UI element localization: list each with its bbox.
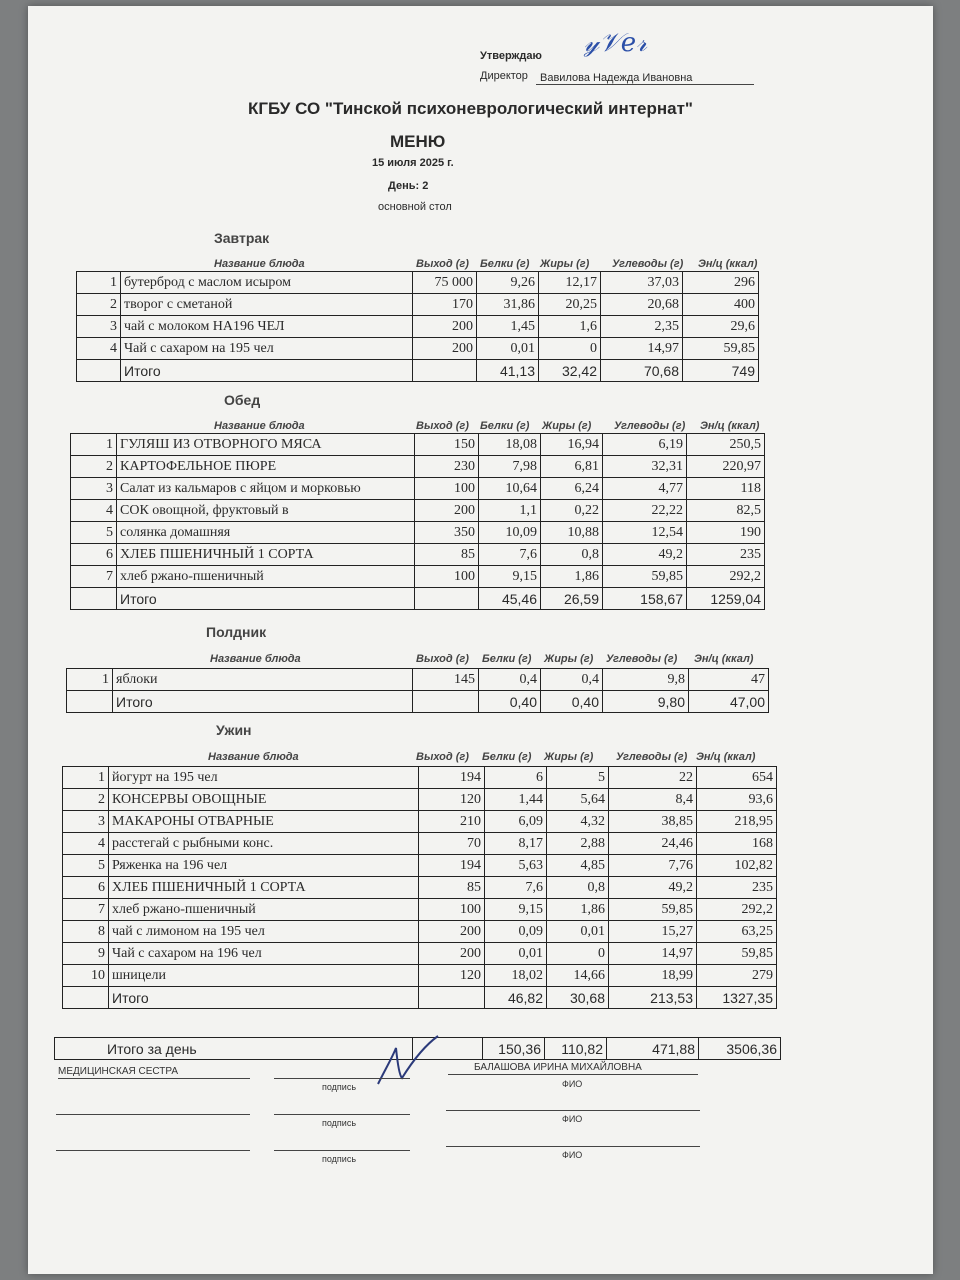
table-row	[63, 811, 777, 833]
dish-carbs: 6,19	[603, 434, 687, 456]
meal-title-breakfast: Завтрак	[214, 230, 270, 246]
dish-carbs: 14,97	[609, 943, 697, 965]
row-index: 2	[71, 456, 117, 478]
row-index: 5	[71, 522, 117, 544]
nurse-signature-icon	[372, 1028, 442, 1088]
row-index: 1	[63, 767, 109, 789]
dish-output: 100	[415, 478, 479, 500]
dish-name: шницели	[109, 965, 419, 987]
dish-fat: 1,6	[539, 316, 601, 338]
row-index: 6	[63, 877, 109, 899]
meal-title-dinner: Ужин	[216, 722, 252, 738]
dish-fat: 16,94	[541, 434, 603, 456]
dish-name: МАКАРОНЫ ОТВАРНЫЕ	[109, 811, 419, 833]
document-sheet	[28, 6, 933, 1274]
sign-label: подпись	[322, 1082, 357, 1092]
dish-output: 200	[413, 316, 477, 338]
col-name-header: Название блюда	[210, 653, 301, 665]
dish-carbs: 15,27	[609, 921, 697, 943]
total-protein: 46,82	[485, 987, 547, 1009]
table-row	[67, 669, 769, 691]
nurse-name: БАЛАШОВА ИРИНА МИХАЙЛОВНА	[474, 1062, 642, 1073]
total-carbs: 158,67	[603, 588, 687, 610]
col-name-header: Название блюда	[214, 258, 305, 270]
dish-carbs: 24,46	[609, 833, 697, 855]
dish-protein: 1,44	[485, 789, 547, 811]
total-protein: 0,40	[479, 691, 541, 713]
dish-carbs: 2,35	[601, 316, 683, 338]
row-index: 1	[77, 272, 121, 294]
snack-table	[66, 668, 769, 713]
table-row	[71, 522, 765, 544]
dish-protein: 5,63	[485, 855, 547, 877]
dish-protein: 1,1	[479, 500, 541, 522]
dish-fat: 6,24	[541, 478, 603, 500]
row-index: 4	[71, 500, 117, 522]
dish-fat: 1,86	[541, 566, 603, 588]
dish-output: 75 000	[413, 272, 477, 294]
dish-protein: 18,02	[485, 965, 547, 987]
dish-fat: 0,22	[541, 500, 603, 522]
col-output-header: Выход (г)	[416, 751, 469, 763]
dish-fat: 0	[539, 338, 601, 360]
col-fat-header: Жиры (г)	[544, 653, 594, 665]
dish-fat: 0,8	[541, 544, 603, 566]
dish-protein: 18,08	[479, 434, 541, 456]
table-row	[63, 855, 777, 877]
breakfast-table	[76, 271, 759, 382]
day-total-label: Итого за день	[55, 1038, 413, 1060]
dish-fat: 0,4	[541, 669, 603, 691]
menu-title: МЕНЮ	[390, 132, 446, 151]
dish-protein: 8,17	[485, 833, 547, 855]
dish-name: бутерброд с маслом исыром	[121, 272, 413, 294]
table-row	[71, 544, 765, 566]
dish-name: СОК овощной, фруктовый в	[117, 500, 415, 522]
dish-energy: 292,2	[697, 899, 777, 921]
dish-energy: 250,5	[687, 434, 765, 456]
col-protein-header: Белки (г)	[480, 420, 530, 432]
table-row	[71, 456, 765, 478]
dish-protein: 6	[485, 767, 547, 789]
menu-day: День: 2	[388, 180, 429, 192]
dish-protein: 0,09	[485, 921, 547, 943]
table-row	[63, 789, 777, 811]
dish-energy: 292,2	[687, 566, 765, 588]
dish-carbs: 38,85	[609, 811, 697, 833]
dish-protein: 0,01	[477, 338, 539, 360]
total-row	[63, 987, 777, 1009]
col-output-header: Выход (г)	[416, 653, 469, 665]
dish-name: солянка домашняя	[117, 522, 415, 544]
dish-name: Чай с сахаром на 195 чел	[121, 338, 413, 360]
col-carbs-header: Углеводы (г)	[612, 258, 684, 270]
dish-protein: 7,98	[479, 456, 541, 478]
dish-name: яблоки	[113, 669, 413, 691]
table-row	[63, 899, 777, 921]
col-energy-header: Эн/ц (ккал)	[696, 751, 756, 763]
dish-name: Чай с сахаром на 196 чел	[109, 943, 419, 965]
dish-energy: 102,82	[697, 855, 777, 877]
table-row	[63, 943, 777, 965]
dish-energy: 168	[697, 833, 777, 855]
row-index: 2	[77, 294, 121, 316]
dish-output: 100	[415, 566, 479, 588]
col-energy-header: Эн/ц (ккал)	[694, 653, 754, 665]
lunch-table	[70, 433, 765, 610]
col-energy-header: Эн/ц (ккал)	[698, 258, 758, 270]
dish-fat: 1,86	[547, 899, 609, 921]
total-energy: 749	[683, 360, 759, 382]
row-index: 6	[71, 544, 117, 566]
dish-name: КАРТОФЕЛЬНОЕ ПЮРЕ	[117, 456, 415, 478]
row-index: 3	[63, 811, 109, 833]
dish-output: 120	[419, 965, 485, 987]
dish-name: ХЛЕБ ПШЕНИЧНЫЙ 1 СОРТА	[109, 877, 419, 899]
table-row	[71, 566, 765, 588]
director-name: Вавилова Надежда Ивановна	[536, 72, 754, 85]
dish-fat: 10,88	[541, 522, 603, 544]
dish-output: 100	[419, 899, 485, 921]
total-row	[71, 588, 765, 610]
dish-output: 210	[419, 811, 485, 833]
meal-title-lunch: Обед	[224, 392, 261, 408]
row-index: 4	[63, 833, 109, 855]
col-protein-header: Белки (г)	[482, 751, 532, 763]
col-energy-header: Эн/ц (ккал)	[700, 420, 760, 432]
dish-name: ГУЛЯШ ИЗ ОТВОРНОГО МЯСА	[117, 434, 415, 456]
col-fat-header: Жиры (г)	[544, 751, 594, 763]
total-protein: 41,13	[477, 360, 539, 382]
row-index: 1	[67, 669, 113, 691]
row-index: 5	[63, 855, 109, 877]
dish-name: йогурт на 195 чел	[109, 767, 419, 789]
dish-output: 70	[419, 833, 485, 855]
col-carbs-header: Углеводы (г)	[616, 751, 688, 763]
dish-output: 150	[415, 434, 479, 456]
col-carbs-header: Углеводы (г)	[614, 420, 686, 432]
row-index: 1	[71, 434, 117, 456]
dinner-table	[62, 766, 777, 1009]
approve-label: Утверждаю	[480, 50, 542, 62]
dish-carbs: 49,2	[609, 877, 697, 899]
dish-name: Салат из кальмаров с яйцом и морковью	[117, 478, 415, 500]
dish-name: хлеб ржано-пшеничный	[109, 899, 419, 921]
dish-carbs: 14,97	[601, 338, 683, 360]
dish-protein: 7,6	[479, 544, 541, 566]
column-header-row	[66, 653, 766, 667]
dish-output: 120	[419, 789, 485, 811]
dish-energy: 654	[697, 767, 777, 789]
day-total-protein: 150,36	[483, 1038, 545, 1060]
col-protein-header: Белки (г)	[482, 653, 532, 665]
dish-energy: 235	[697, 877, 777, 899]
dish-output: 85	[419, 877, 485, 899]
table-row	[77, 294, 759, 316]
sign-label: подпись	[322, 1154, 357, 1164]
table-type: основной стол	[378, 201, 452, 213]
dish-energy: 82,5	[687, 500, 765, 522]
dish-fat: 14,66	[547, 965, 609, 987]
total-row	[77, 360, 759, 382]
director-label: Директор	[480, 70, 528, 82]
dish-name: КОНСЕРВЫ ОВОЩНЫЕ	[109, 789, 419, 811]
row-index: 7	[71, 566, 117, 588]
dish-energy: 400	[683, 294, 759, 316]
dish-protein: 0,01	[485, 943, 547, 965]
dish-fat: 0,8	[547, 877, 609, 899]
table-row	[63, 965, 777, 987]
dish-name: хлеб ржано-пшеничный	[117, 566, 415, 588]
dish-name: чай с лимоном на 195 чел	[109, 921, 419, 943]
dish-protein: 9,15	[485, 899, 547, 921]
fio-label: ФИО	[562, 1150, 583, 1160]
column-header-row	[64, 751, 776, 765]
dish-output: 350	[415, 522, 479, 544]
dish-energy: 235	[687, 544, 765, 566]
col-fat-header: Жиры (г)	[540, 258, 590, 270]
dish-carbs: 59,85	[603, 566, 687, 588]
dish-carbs: 49,2	[603, 544, 687, 566]
dish-energy: 118	[687, 478, 765, 500]
dish-carbs: 20,68	[601, 294, 683, 316]
total-fat: 0,40	[541, 691, 603, 713]
dish-fat: 4,85	[547, 855, 609, 877]
total-fat: 26,59	[541, 588, 603, 610]
organization-title: КГБУ СО "Тинской психоневрологический интернат"	[248, 99, 693, 118]
dish-name: расстегай с рыбными конс.	[109, 833, 419, 855]
dish-protein: 9,26	[477, 272, 539, 294]
dish-protein: 9,15	[479, 566, 541, 588]
dish-output: 194	[419, 767, 485, 789]
total-fat: 30,68	[547, 987, 609, 1009]
dish-energy: 59,85	[683, 338, 759, 360]
row-index: 2	[63, 789, 109, 811]
column-header-row	[70, 420, 760, 434]
dish-energy: 47	[689, 669, 769, 691]
col-name-header: Название блюда	[214, 420, 305, 432]
dish-protein: 7,6	[485, 877, 547, 899]
dish-output: 200	[419, 921, 485, 943]
col-output-header: Выход (г)	[416, 420, 469, 432]
director-signature-icon: 𝓎𝒱𝑒𝓇	[584, 28, 647, 58]
row-index: 8	[63, 921, 109, 943]
day-total-fat: 110,82	[545, 1038, 607, 1060]
table-row	[77, 316, 759, 338]
dish-name: чай с молоком НА196 ЧЕЛ	[121, 316, 413, 338]
dish-output: 200	[415, 500, 479, 522]
dish-carbs: 12,54	[603, 522, 687, 544]
col-carbs-header: Углеводы (г)	[606, 653, 678, 665]
table-row	[63, 767, 777, 789]
dish-energy: 190	[687, 522, 765, 544]
dish-output: 194	[419, 855, 485, 877]
dish-carbs: 22	[609, 767, 697, 789]
total-label: Итого	[117, 588, 415, 610]
dish-fat: 2,88	[547, 833, 609, 855]
total-label: Итого	[121, 360, 413, 382]
dish-name: Ряженка на 196 чел	[109, 855, 419, 877]
sign-label: подпись	[322, 1118, 357, 1128]
dish-output: 145	[413, 669, 479, 691]
dish-protein: 1,45	[477, 316, 539, 338]
dish-fat: 6,81	[541, 456, 603, 478]
dish-energy: 220,97	[687, 456, 765, 478]
day-total-energy: 3506,36	[699, 1038, 781, 1060]
row-index: 3	[71, 478, 117, 500]
dish-protein: 10,09	[479, 522, 541, 544]
dish-carbs: 37,03	[601, 272, 683, 294]
column-header-row	[76, 258, 756, 272]
table-row	[63, 877, 777, 899]
dish-energy: 93,6	[697, 789, 777, 811]
dish-protein: 10,64	[479, 478, 541, 500]
fio-label: ФИО	[562, 1079, 583, 1089]
dish-energy: 29,6	[683, 316, 759, 338]
table-row	[71, 500, 765, 522]
dish-fat: 0	[547, 943, 609, 965]
total-energy: 1259,04	[687, 588, 765, 610]
meal-title-snack: Полдник	[206, 624, 267, 640]
table-row	[71, 478, 765, 500]
total-carbs: 70,68	[601, 360, 683, 382]
table-row	[77, 338, 759, 360]
col-name-header: Название блюда	[208, 751, 299, 763]
total-energy: 47,00	[689, 691, 769, 713]
dish-output: 170	[413, 294, 477, 316]
dish-protein: 6,09	[485, 811, 547, 833]
dish-carbs: 32,31	[603, 456, 687, 478]
dish-carbs: 18,99	[609, 965, 697, 987]
dish-protein: 31,86	[477, 294, 539, 316]
row-index: 10	[63, 965, 109, 987]
row-index: 4	[77, 338, 121, 360]
dish-energy: 59,85	[697, 943, 777, 965]
dish-carbs: 59,85	[609, 899, 697, 921]
dish-fat: 12,17	[539, 272, 601, 294]
dish-energy: 218,95	[697, 811, 777, 833]
dish-output: 85	[415, 544, 479, 566]
row-index: 7	[63, 899, 109, 921]
dish-output: 230	[415, 456, 479, 478]
dish-fat: 5	[547, 767, 609, 789]
col-fat-header: Жиры (г)	[542, 420, 592, 432]
dish-fat: 5,64	[547, 789, 609, 811]
total-energy: 1327,35	[697, 987, 777, 1009]
table-row	[71, 434, 765, 456]
dish-carbs: 22,22	[603, 500, 687, 522]
table-row	[77, 272, 759, 294]
dish-output: 200	[413, 338, 477, 360]
total-row	[67, 691, 769, 713]
total-label: Итого	[113, 691, 413, 713]
dish-carbs: 7,76	[609, 855, 697, 877]
col-output-header: Выход (г)	[416, 258, 469, 270]
dish-fat: 20,25	[539, 294, 601, 316]
nurse-role: МЕДИЦИНСКАЯ СЕСТРА	[58, 1066, 179, 1077]
dish-carbs: 9,8	[603, 669, 689, 691]
total-label: Итого	[109, 987, 419, 1009]
dish-energy: 63,25	[697, 921, 777, 943]
col-protein-header: Белки (г)	[480, 258, 530, 270]
row-index: 3	[77, 316, 121, 338]
table-row	[63, 833, 777, 855]
dish-name: творог с сметаной	[121, 294, 413, 316]
dish-fat: 0,01	[547, 921, 609, 943]
day-total-carbs: 471,88	[607, 1038, 699, 1060]
dish-output: 200	[419, 943, 485, 965]
total-carbs: 213,53	[609, 987, 697, 1009]
fio-label: ФИО	[562, 1114, 583, 1124]
row-index: 9	[63, 943, 109, 965]
dish-name: ХЛЕБ ПШЕНИЧНЫЙ 1 СОРТА	[117, 544, 415, 566]
dish-protein: 0,4	[479, 669, 541, 691]
dish-energy: 296	[683, 272, 759, 294]
total-fat: 32,42	[539, 360, 601, 382]
menu-date: 15 июля 2025 г.	[372, 157, 454, 169]
dish-carbs: 8,4	[609, 789, 697, 811]
table-row	[63, 921, 777, 943]
dish-carbs: 4,77	[603, 478, 687, 500]
dish-energy: 279	[697, 965, 777, 987]
dish-fat: 4,32	[547, 811, 609, 833]
total-carbs: 9,80	[603, 691, 689, 713]
total-protein: 45,46	[479, 588, 541, 610]
